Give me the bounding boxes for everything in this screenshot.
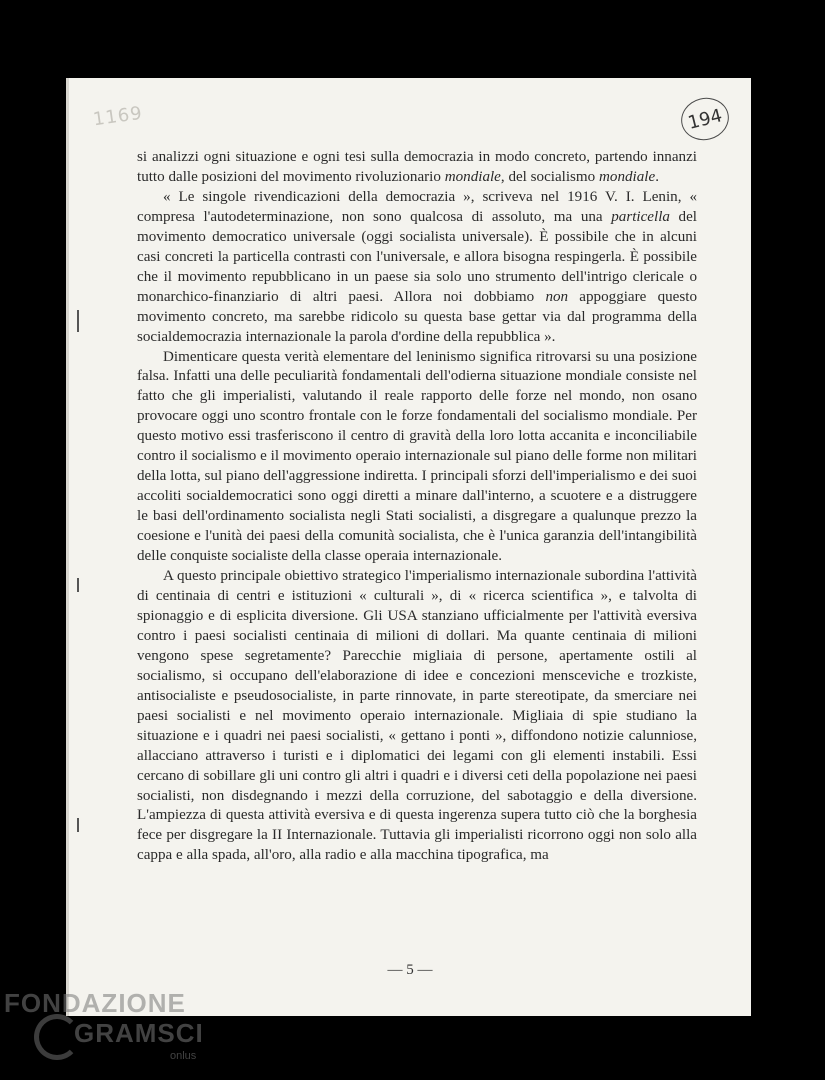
paragraph: si analizzi ogni situazione e ogni tesi sulla democrazia in modo concreto, partendo innanzi tutto dalle posizioni del movimento rivoluzionario mondiale, del socialismo mondiale.: [137, 149, 697, 185]
italic-emphasis: non: [545, 288, 569, 305]
page-number: — 5 —: [387, 962, 433, 978]
italic-emphasis: mondiale: [599, 168, 656, 185]
watermark-line-1: FONDAZIONE: [4, 988, 186, 1018]
pencil-annotation: 1169: [91, 102, 145, 131]
margin-mark: [77, 578, 79, 592]
paragraph: A questo principale obiettivo strategico l'imperialismo internazionale subordina l'attività di centinaia di centri e istituzioni « culturali », di « ricerca scientifica », e talvolta di spionaggio e di esplicita diversione. Gli USA stanziano ufficialmente per l'attività eversiva contro i paesi socialisti centinaia di milioni di dollari. Ma quante centinaia di milioni vengono spese segretamente? Parecchie migliaia di persone, apertamente ostili al socialismo, si occupano dell'elaborazione di idee e concezioni mensceviche e trozkiste, antisocialiste e pseudosocialiste, in parte rinnovate, in parte stereotipate, da smerciare nei paesi socialisti e nel movimento operaio internazionale. Migliaia di spie studiano la situazione e i quadri nei paesi socialisti, « gettano i ponti », diffondono notizie calunniose, allacciano attraverso i turisti e i diplomatici dei legami con gli elementi instabili. Essi cercano di sobillare gli uni contro gli altri i quadri e i diversi ceti della popolazione nei paesi socialisti, non disdegnando i mezzi della corruzione, del sabotaggio e della diversione. L'ampiezza di questa attività eversiva e di questa ingerenza supera tutto ciò che la borghesia fece per disgregare la II Internazionale. Tuttavia gli imperialisti ricorrono oggi non solo alla cappa e alla spada, all'oro, alla radio e alla macchina tipografica, ma: [137, 568, 697, 864]
italic-emphasis: particella: [611, 208, 670, 225]
margin-mark: [77, 818, 79, 832]
document-page: [66, 78, 751, 1016]
body-text: [137, 148, 697, 866]
archive-page-stamp: 194: [677, 93, 734, 145]
paragraph: Dimenticare questa verità elementare del leninismo significa ritrovarsi su una posizione falsa. Infatti una delle peculiarità fondamentali dell'odierna situazione mondiale consiste nel fatto che gli imperialisti, valutando il reale rapporto delle forze nel mondo, non osano provocare oggi uno scontro frontale con le forze fondamentali del socialismo mondiale. Per questo motivo essi trasferiscono il centro di gravità della loro lotta accanita e inconciliabile contro il socialismo e il movimento operaio internazionale sul piano delle forme non militari della lotta, sul piano dell'aggressione indiretta. I principali sforzi dell'imperialismo e dei suoi accoliti socialdemocratici sono oggi diretti a minare dall'interno, a scuotere e a distruggere le basi dell'ordinamento socialista negli Stati socialisti, a disgregare a qualunque prezzo la coesione e l'unità dei paesi della comunità socialista, che è l'unica garanzia dell'intangibilità delle conquiste socialiste della classe operaia internazionale.: [137, 348, 697, 565]
paragraph: « Le singole rivendicazioni della democrazia », scriveva nel 1916 V. I. Lenin, « compresa l'autodeterminazione, non sono qualcosa di assoluto, ma una particella del movimento democratico universale (oggi socialista universale). È possibile che in alcuni casi concreti la particella contrasti con l'universale, e allora bisogna respingerla. È possibile che il movimento repubblicano in un paese sia solo uno strumento dell'intrigo clericale o monarchico-finanziario di altri paesi. Allora noi dobbiamo non appoggiare questo movimento concreto, ma sarebbe ridicolo su questa base gettar via dal programma della socialdemocrazia internazionale la parola d'ordine della repubblica ».: [137, 188, 697, 345]
watermark-line-3: onlus: [170, 1050, 197, 1062]
margin-mark: [77, 310, 79, 332]
watermark-line-2: GRAMSCI: [74, 1018, 204, 1048]
fondazione-gramsci-watermark: [4, 988, 214, 1073]
italic-emphasis: mondiale: [444, 168, 501, 185]
